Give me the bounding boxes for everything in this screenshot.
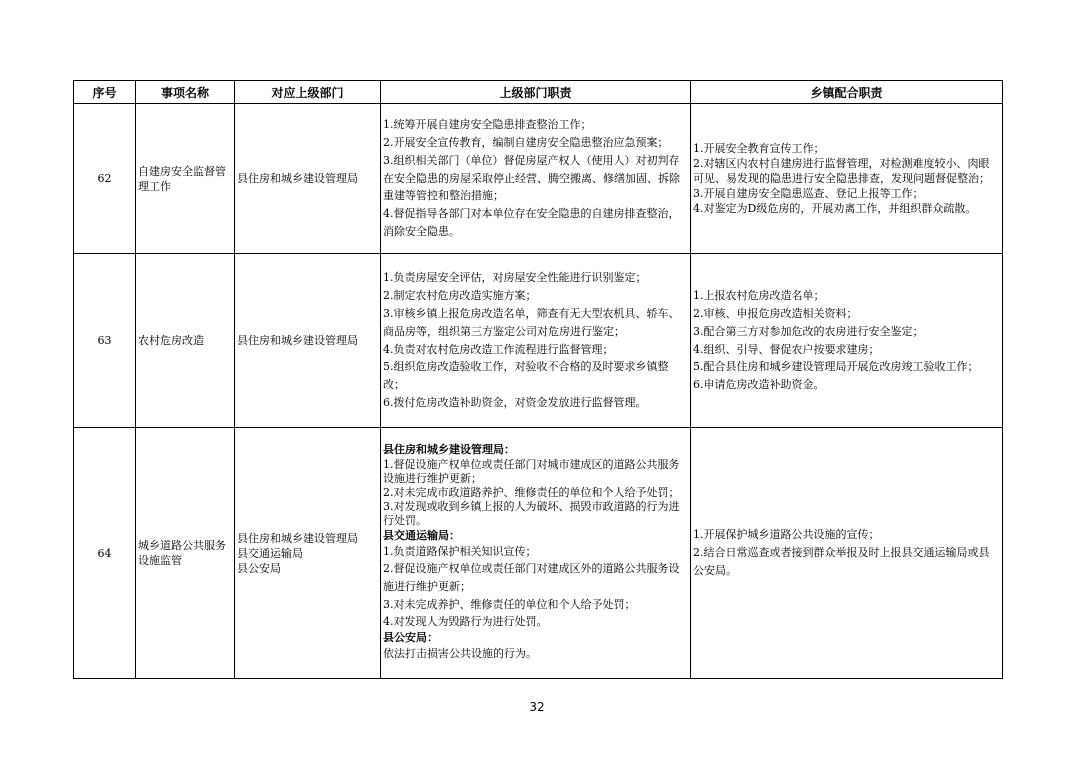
header-seq: 序号 — [74, 81, 136, 104]
duty-line: 2.对未完成市政道路养护、维修责任的单位和个人给予处罚； — [383, 486, 680, 500]
section-heading: 县住房和城乡建设管理局： — [383, 443, 515, 457]
section-heading: 县公安局： — [383, 630, 438, 644]
table-row — [74, 254, 1003, 428]
duty-line: 6.拨付危房改造补助资金，对资金发放进行监督管理。 — [383, 395, 647, 409]
dept-line: 县住房和城乡建设管理局 — [237, 531, 358, 545]
row-seq: 64 — [74, 428, 136, 679]
duty-line: 5.配合县住房和城乡建设管理局开展危改房竣工验收工作； — [693, 360, 979, 374]
duty-line: 依法打击损害公共设施的行为。 — [383, 647, 537, 660]
row-upper-duties — [381, 104, 691, 254]
duty-line: 5.组织危房改造验收工作，对验收不合格的及时要求乡镇整改； — [383, 360, 669, 392]
header-item-name: 事项名称 — [136, 81, 235, 104]
duty-line: 4.督促指导各部门对本单位存在安全隐患的自建房排查整治，消除安全隐患。 — [383, 207, 680, 238]
duty-line: 2.对辖区内农村自建房进行监督管理，对检测难度较小、肉眼可见、易发现的隐患进行安全隐患排查，发现问题督促整治； — [693, 157, 990, 185]
duty-line: 1.上报农村危房改造名单； — [693, 289, 825, 303]
duty-line: 4.负责对农村危房改造工作流程进行监督管理； — [383, 342, 614, 356]
duty-line: 4.对发现人为毁路行为进行处罚。 — [383, 615, 548, 629]
row-upper-dept — [235, 428, 381, 679]
dept-line: 县公安局 — [237, 561, 281, 575]
duty-line: 2.审核、申报危房改造相关资料； — [693, 306, 858, 320]
duty-line: 3.审核乡镇上报危房改造名单，筛查有无大型农机具、轿车、商品房等，组织第三方鉴定公司对危房进行鉴定； — [383, 306, 680, 338]
header-upper-duties: 上级部门职责 — [381, 81, 691, 104]
duty-line: 1.开展保护城乡道路公共设施的宣传； — [693, 528, 880, 542]
row-seq: 62 — [74, 104, 136, 254]
section-heading: 县交通运输局： — [383, 528, 460, 542]
duty-line: 1.统筹开展自建房安全隐患排查整治工作； — [383, 118, 592, 132]
duty-table — [73, 80, 1003, 679]
duty-line: 2.督促设施产权单位或责任部门对建成区外的道路公共服务设施进行维护更新； — [383, 562, 680, 594]
row-upper-duties — [381, 428, 691, 679]
row-town-duties — [691, 104, 1003, 254]
table-header-row — [74, 81, 1003, 104]
dept-line: 县交通运输局 — [237, 546, 303, 560]
duty-line: 3.配合第三方对参加危改的农房进行安全鉴定； — [693, 324, 924, 338]
row-upper-duties — [381, 254, 691, 428]
duty-line: 1.负责房屋安全评估，对房屋安全性能进行识别鉴定； — [383, 271, 647, 285]
duty-line: 3.组织相关部门（单位）督促房屋产权人（使用人）对初判存在安全隐患的房屋采取停止经营、腾空搬离、修缮加固、拆除重建等管控和整治措施； — [383, 153, 680, 203]
row-seq: 63 — [74, 254, 136, 428]
duty-line: 4.对鉴定为D级危房的，开展劝离工作，并组织群众疏散。 — [693, 202, 977, 215]
row-town-duties — [691, 428, 1003, 679]
duty-line: 3.对未完成养护、维修责任的单位和个人给予处罚； — [383, 597, 636, 611]
table-row — [74, 104, 1003, 254]
row-upper-dept: 县住房和城乡建设管理局 — [235, 104, 381, 254]
duty-line: 2.开展安全宣传教育，编制自建房安全隐患整治应急预案； — [383, 136, 669, 149]
duty-line: 1.开展安全教育宣传工作； — [693, 142, 825, 155]
page-number: 32 — [529, 700, 545, 714]
duty-line: 2.制定农村危房改造实施方案； — [383, 289, 537, 303]
duty-line: 3.开展自建房安全隐患巡查、登记上报等工作； — [693, 187, 924, 200]
row-item-name: 自建房安全监督管理工作 — [136, 104, 235, 254]
row-item-name: 农村危房改造 — [136, 254, 235, 428]
duty-line: 3.对发现或收到乡镇上报的人为破坏、损毁市政道路的行为进行处罚。 — [383, 500, 680, 528]
duty-line: 2.结合日常巡查或者接到群众举报及时上报县交通运输局或县公安局。 — [693, 546, 990, 577]
duty-line: 4.组织、引导、督促农户按要求建房； — [693, 342, 880, 356]
row-upper-dept: 县住房和城乡建设管理局 — [235, 254, 381, 428]
duty-line: 6.申请危房改造补助资金。 — [693, 378, 825, 392]
header-upper-dept: 对应上级部门 — [235, 81, 381, 104]
row-item-name: 城乡道路公共服务设施监管 — [136, 428, 235, 679]
header-town-duties: 乡镇配合职责 — [691, 81, 1003, 104]
duty-line: 1.督促设施产权单位或责任部门对城市建成区的道路公共服务设施进行维护更新； — [383, 457, 680, 485]
row-town-duties — [691, 254, 1003, 428]
table-row — [74, 428, 1003, 679]
duty-line: 1.负责道路保护相关知识宣传； — [383, 544, 537, 558]
